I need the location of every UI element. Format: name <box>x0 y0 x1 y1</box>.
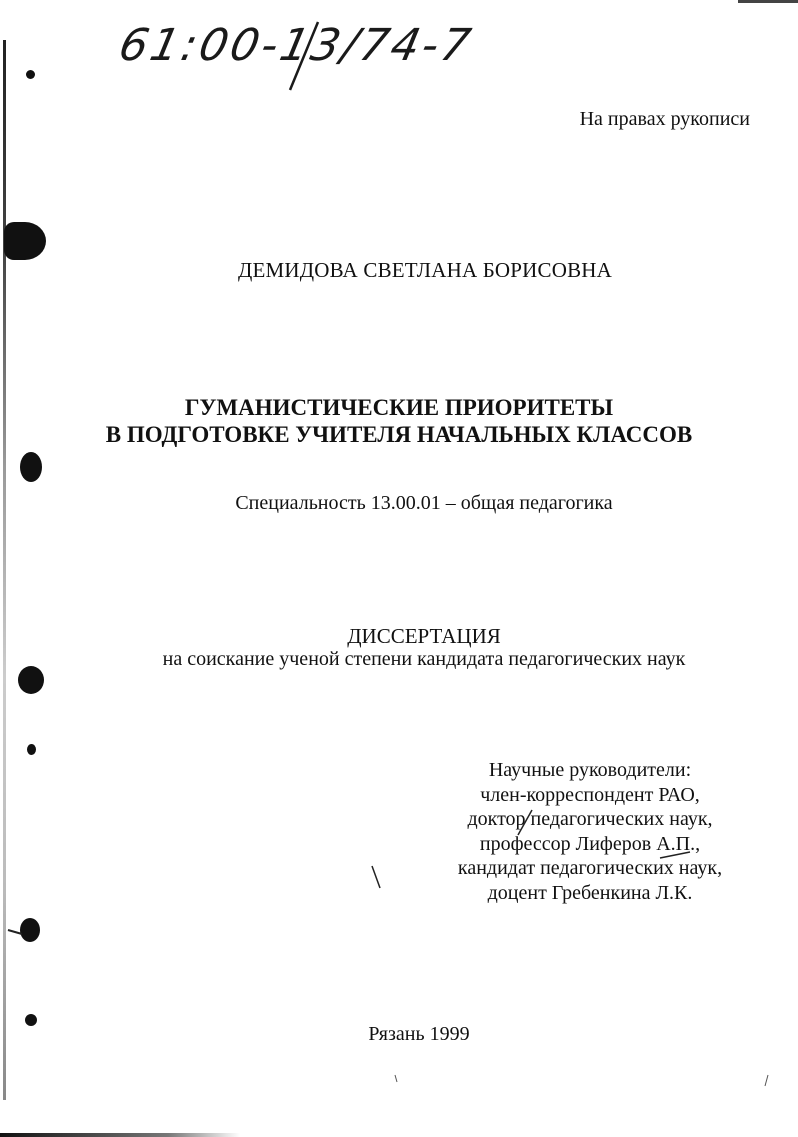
scan-left-edge <box>3 40 6 1100</box>
punch-hole-mark <box>27 744 36 755</box>
city-year: Рязань 1999 <box>368 1023 470 1045</box>
pen-stroke-mark <box>395 1075 397 1082</box>
dissertation-title-line-2: В ПОДГОТОВКЕ УЧИТЕЛЯ НАЧАЛЬНЫХ КЛАССОВ <box>105 422 693 447</box>
pen-stroke-mark <box>765 1075 768 1086</box>
advisor-line: доктор педагогических наук, <box>467 808 713 830</box>
punch-hole-mark <box>26 70 35 79</box>
rights-notice: На правах рукописи <box>579 108 750 130</box>
dissertation-title-line-1: ГУМАНИСТИЧЕСКИЕ ПРИОРИТЕТЫ <box>184 395 614 420</box>
scan-bottom-edge <box>0 1133 240 1137</box>
specialty-line: Специальность 13.00.01 – общая педагогика <box>235 492 613 514</box>
advisor-line: член-корреспондент РАО, <box>480 783 700 806</box>
author-name: ДЕМИДОВА СВЕТЛАНА БОРИСОВНА <box>237 258 613 282</box>
advisor-line: профессор Лиферов А.П., <box>479 832 701 855</box>
punch-hole-mark <box>4 222 46 260</box>
degree-line: на соискание ученой степени кандидата педагогических наук <box>162 648 686 670</box>
pen-stroke-mark <box>372 866 380 888</box>
punch-hole-mark <box>20 452 42 482</box>
advisor-line: доцент Гребенкина Л.К. <box>487 881 693 904</box>
handwritten-catalog-code: 61:00-13/74-7 <box>114 20 478 71</box>
document-type: ДИССЕРТАЦИЯ <box>347 624 501 648</box>
advisors-block <box>440 758 740 905</box>
punch-hole-mark <box>20 918 40 942</box>
scan-top-edge <box>738 0 798 3</box>
advisors-heading: Научные руководители: <box>488 759 692 781</box>
advisor-line: кандидат педагогических наук, <box>457 857 723 879</box>
